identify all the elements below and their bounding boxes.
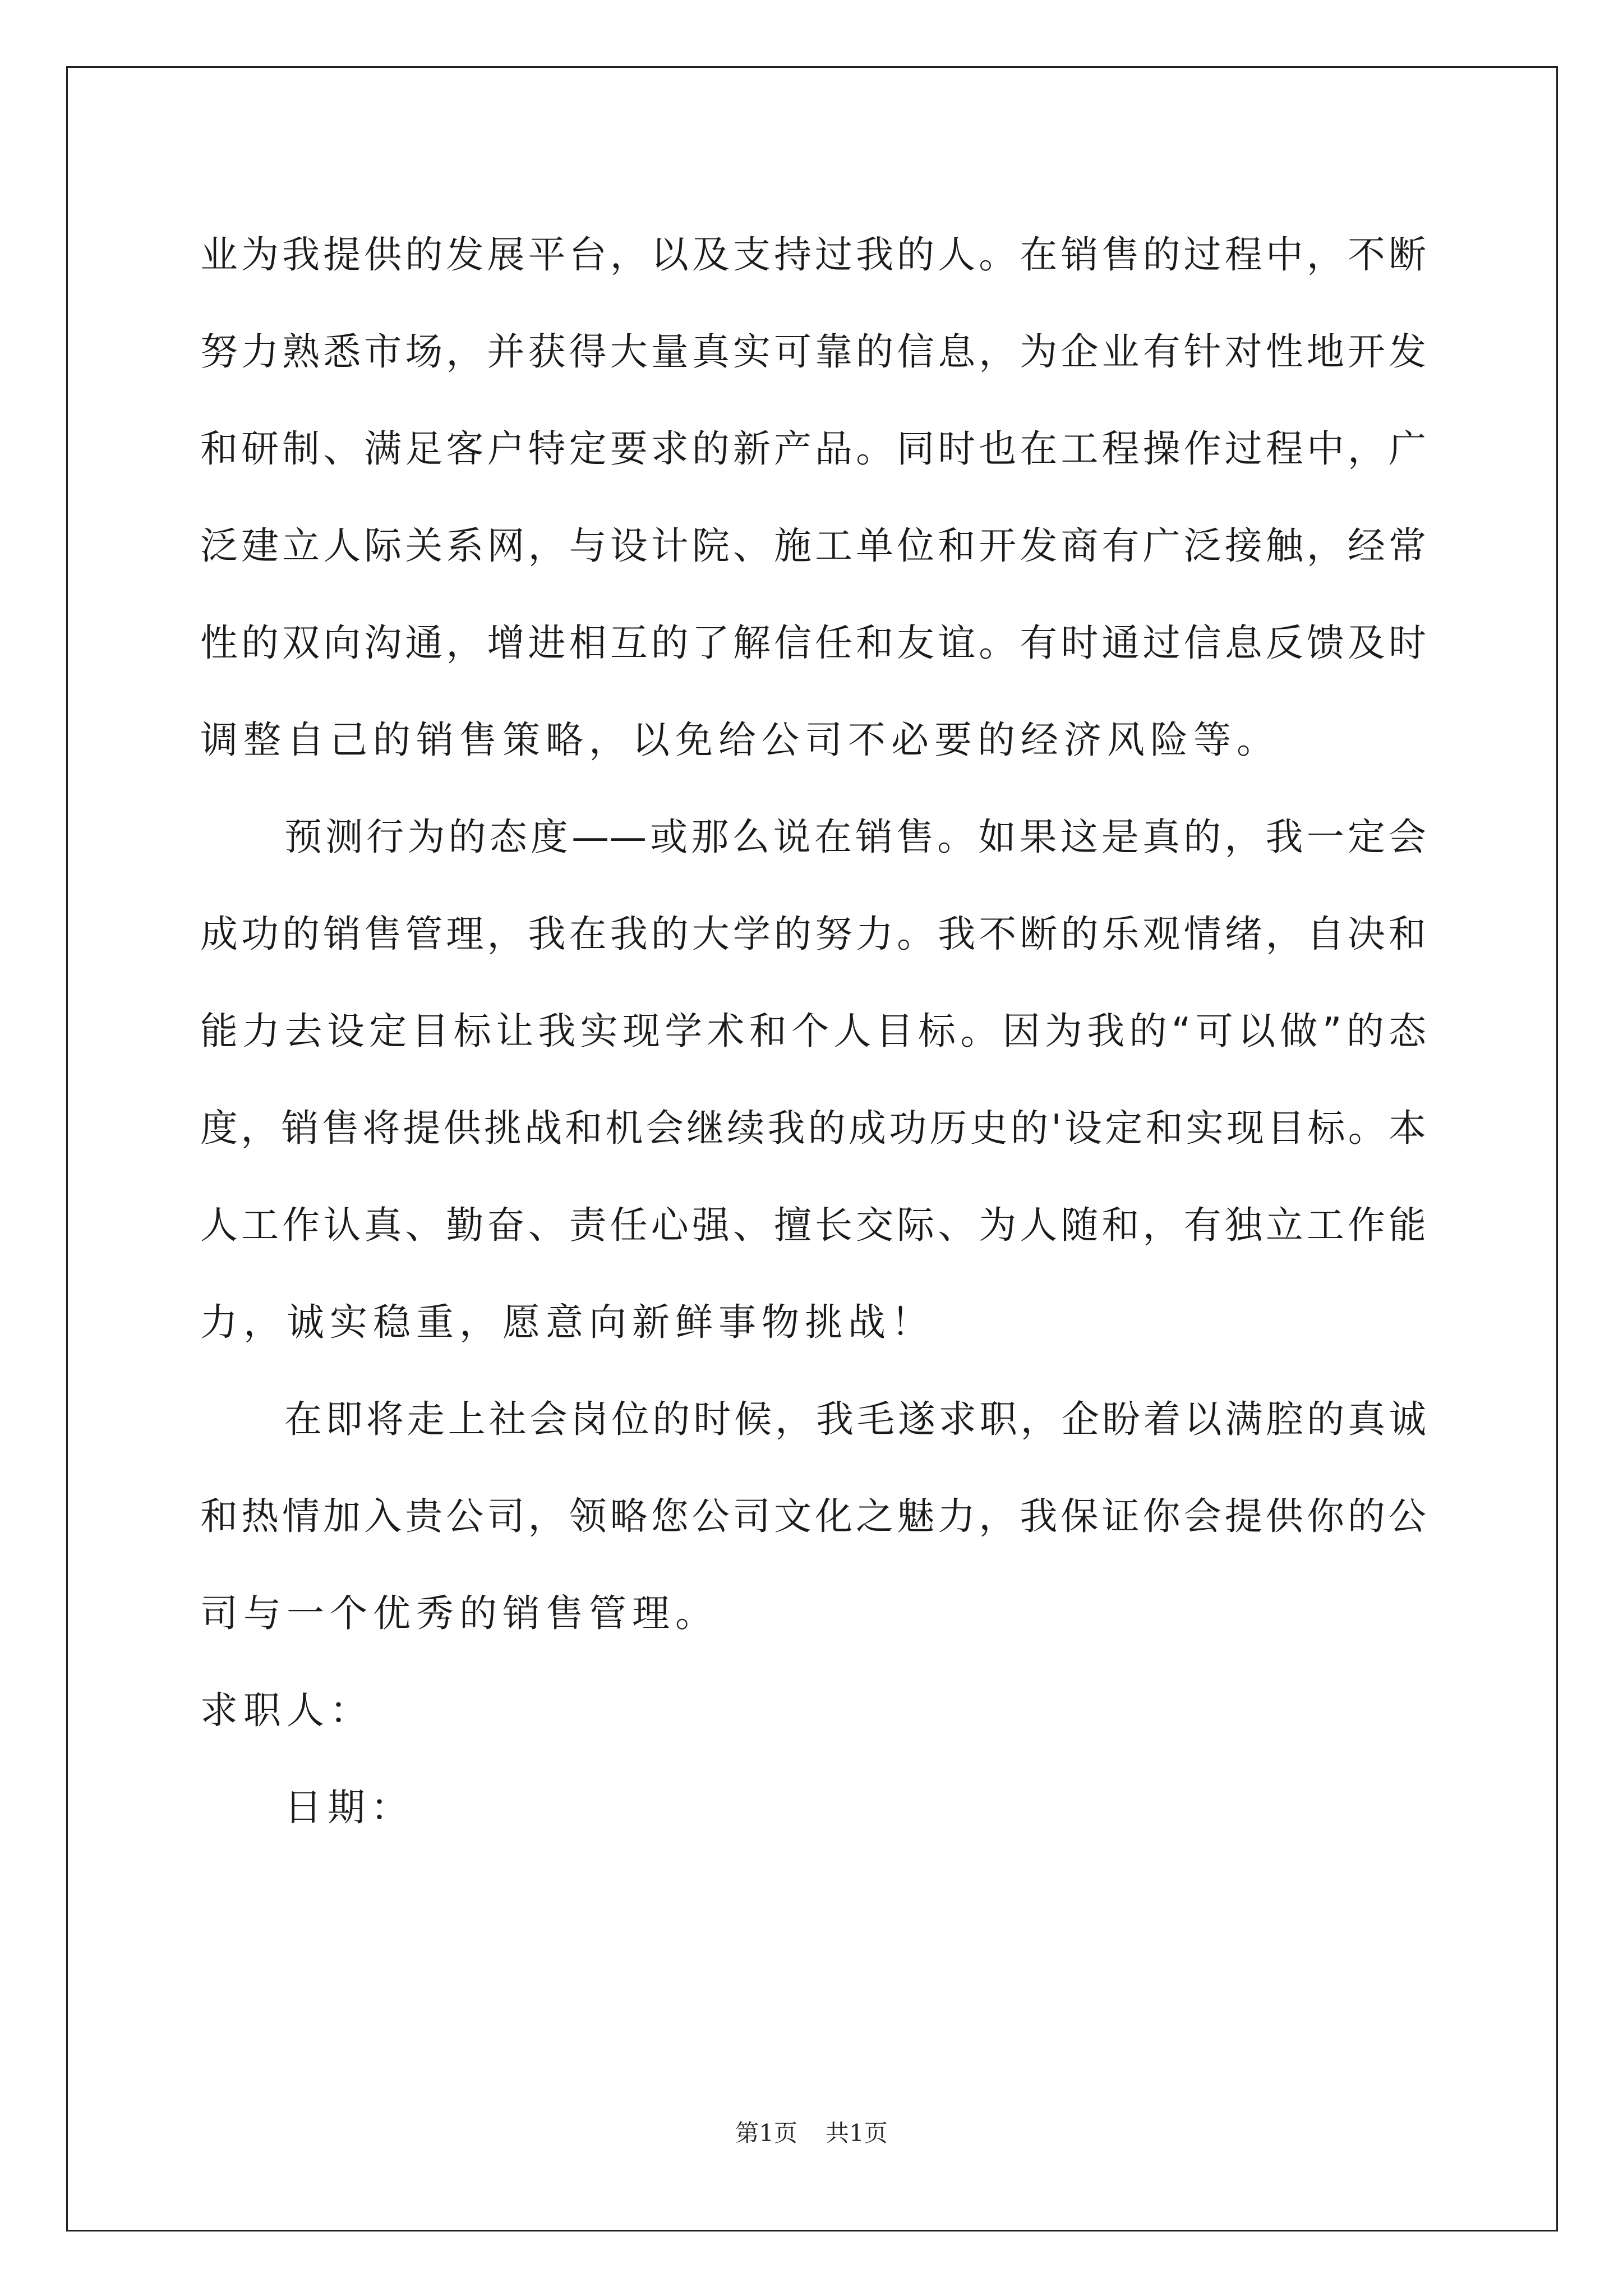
- paragraph-line: 预测行为的态度——或那么说在销售。如果这是真的，我一定会: [284, 815, 1426, 859]
- page-number: 第1页: [735, 2119, 797, 2147]
- paragraph-line: 成功的销售管理，我在我的大学的努力。我不断的乐观情绪，自决和: [200, 912, 1426, 956]
- paragraph-line: 调整自己的销售策略，以免给公司不必要的经济风险等。: [200, 718, 1280, 762]
- paragraph-line: 业为我提供的发展平台，以及支持过我的人。在销售的过程中，不断: [200, 233, 1426, 277]
- letter-body: [200, 206, 1426, 1856]
- paragraph-line: 人工作认真、勤奋、责任心强、擅长交际、为人随和，有独立工作能: [200, 1203, 1426, 1247]
- paragraph-line: 努力熟悉市场，并获得大量真实可靠的信息，为企业有针对性地开发: [200, 330, 1426, 374]
- date-label: 日期：: [284, 1786, 414, 1829]
- page-footer: [0, 2115, 1623, 2148]
- paragraph-line: 和热情加入贵公司，领略您公司文化之魅力，我保证你会提供你的公: [200, 1494, 1426, 1538]
- paragraph-line: 性的双向沟通，增进相互的了解信任和友谊。有时通过信息反馈及时: [200, 621, 1426, 665]
- paragraph-line: 度，销售将提供挑战和机会继续我的成功历史的'设定和实现目标。本: [200, 1106, 1426, 1150]
- paragraph-line: 力，诚实稳重，愿意向新鲜事物挑战！: [200, 1300, 934, 1344]
- paragraph-line: 在即将走上社会岗位的时候，我毛遂求职，企盼着以满腔的真诚: [284, 1397, 1426, 1441]
- paragraph-line: 泛建立人际关系网，与设计院、施工单位和开发商有广泛接触，经常: [200, 524, 1426, 568]
- page-total: 共1页: [826, 2119, 888, 2147]
- paragraph-line: 司与一个优秀的销售管理。: [200, 1591, 718, 1635]
- applicant-label: 求职人：: [200, 1688, 373, 1732]
- paragraph-line: 能力去设定目标让我实现学术和个人目标。因为我的“可以做”的态: [200, 1009, 1426, 1053]
- paragraph-line: 和研制、满足客户特定要求的新产品。同时也在工程操作过程中，广: [200, 427, 1426, 471]
